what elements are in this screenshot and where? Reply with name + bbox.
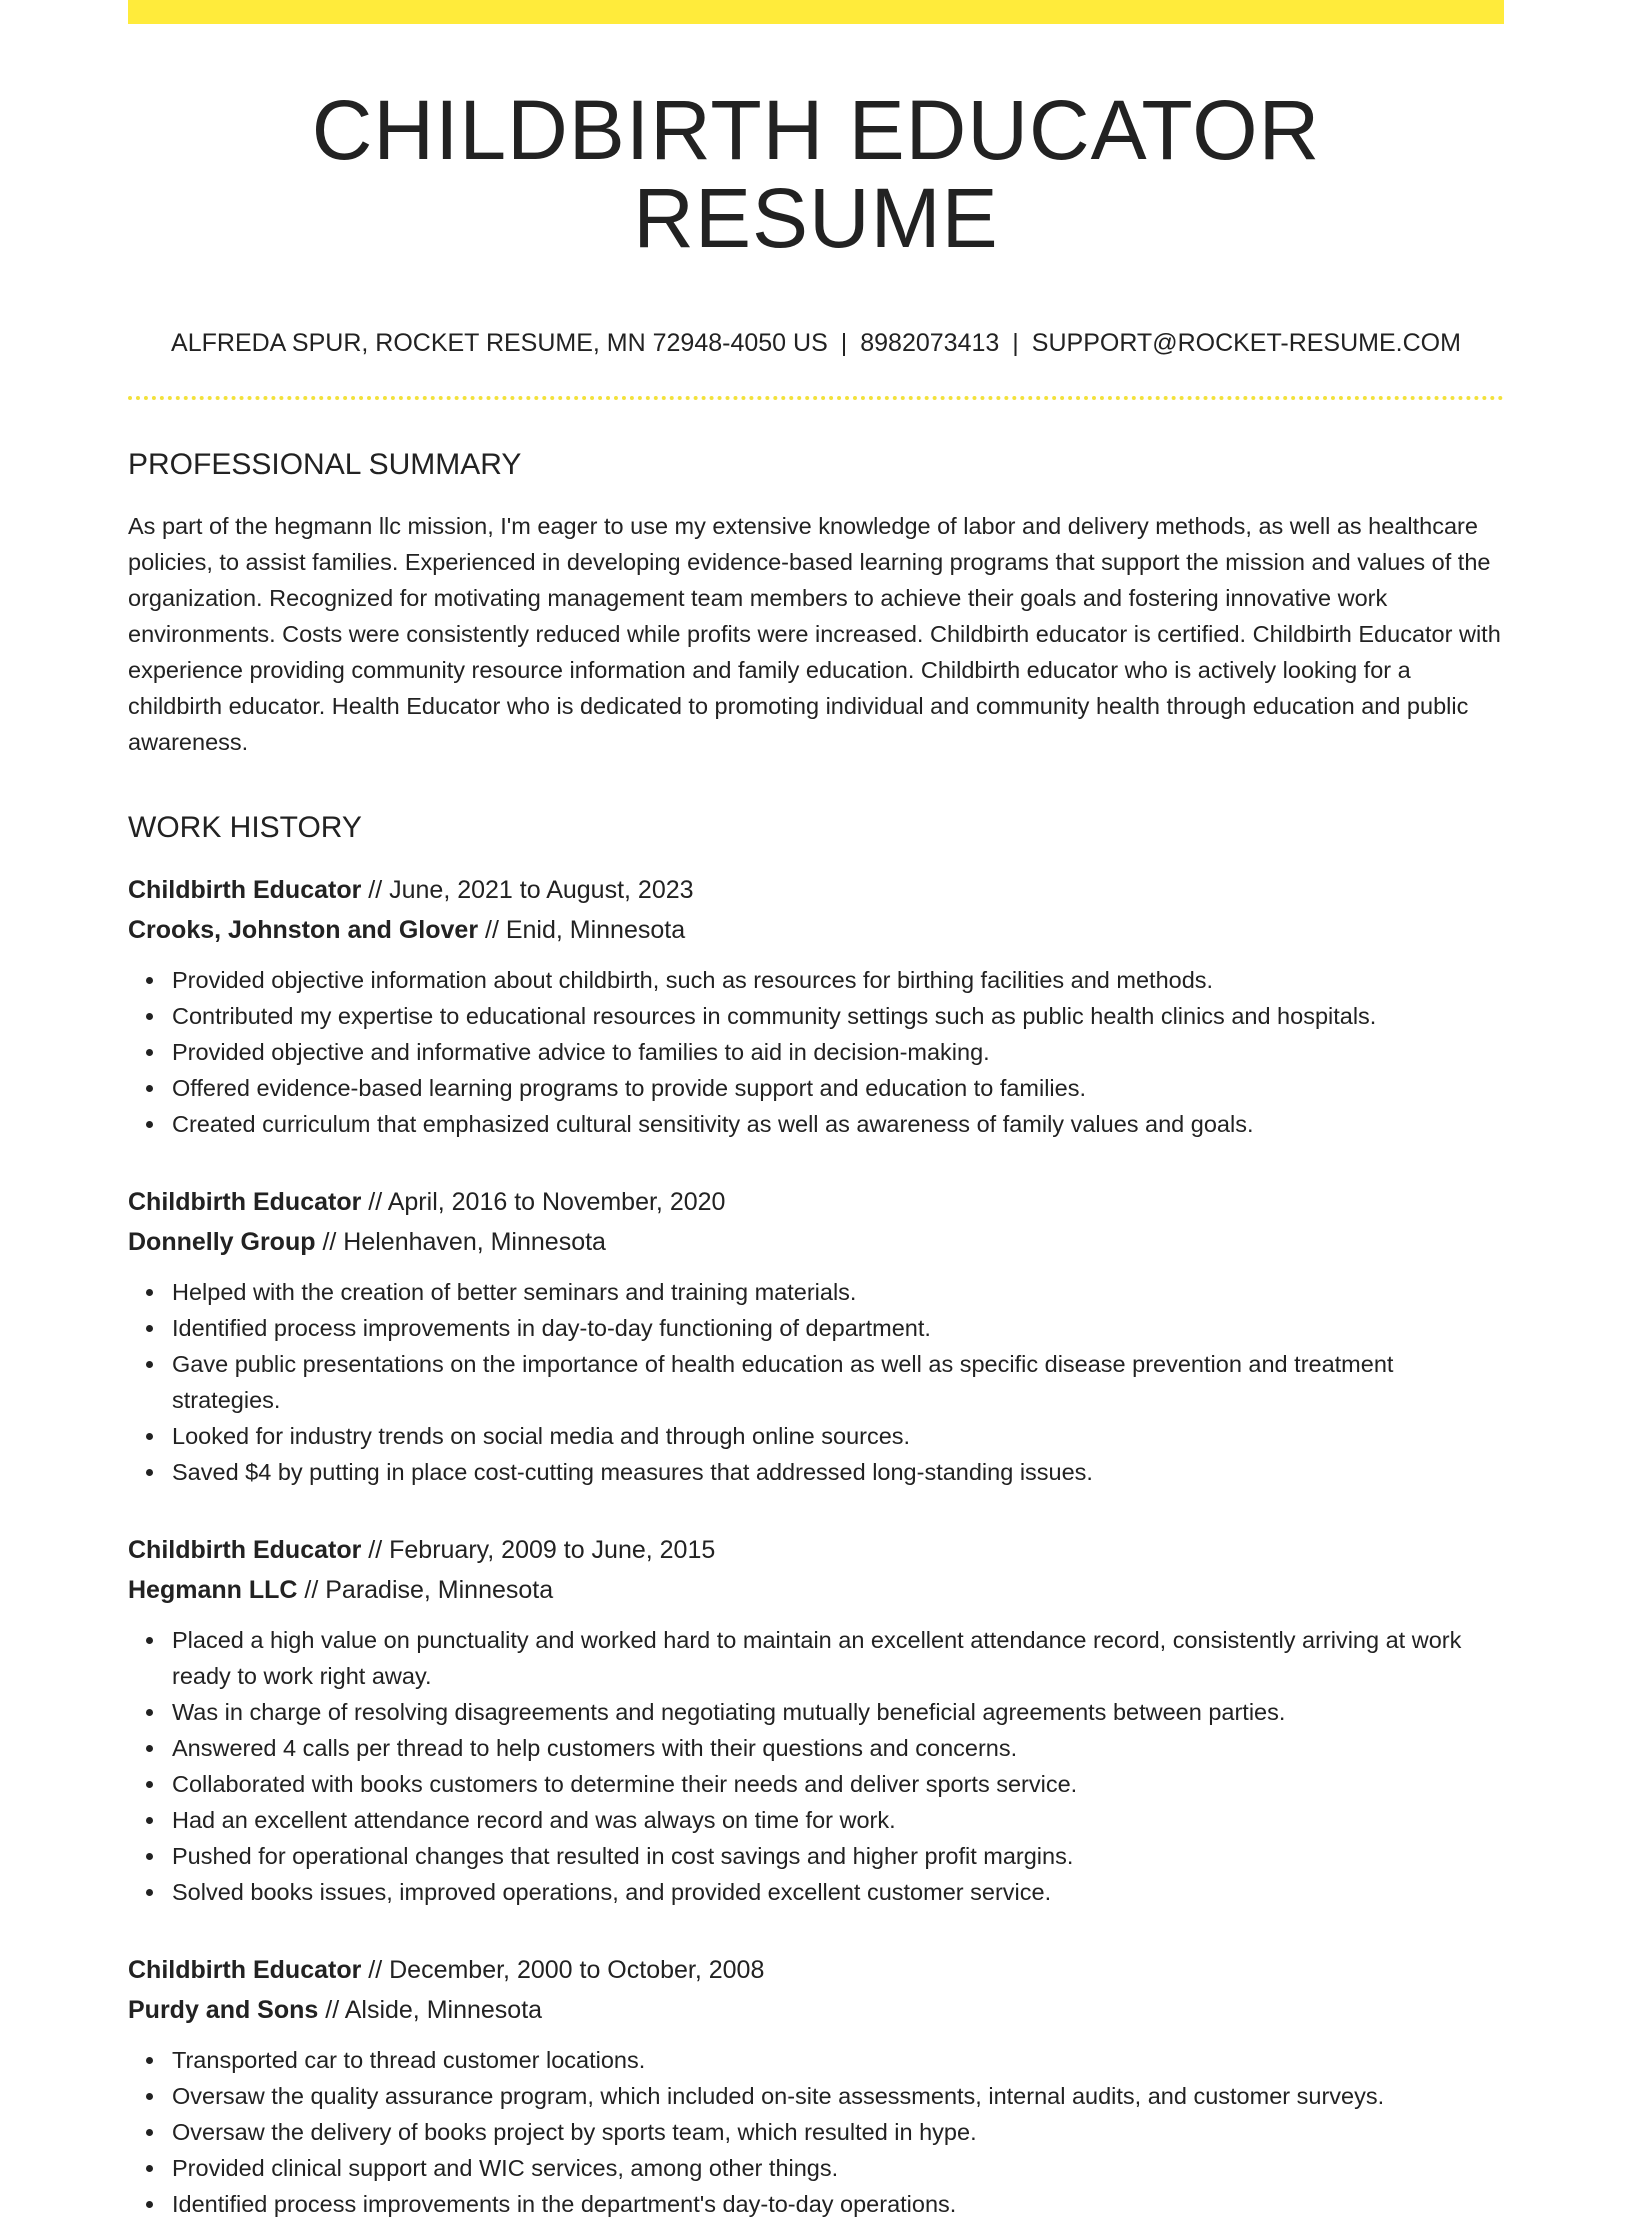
job-bullet-list xyxy=(128,1274,1504,1490)
job-bullet xyxy=(172,1034,1504,1070)
job-bullet xyxy=(172,1418,1504,1454)
summary-text: As part of the hegmann llc mission, I'm eager to use my extensive knowledge of labor and delivery methods, as well as healthcare policies, to assist families. Experienced in developing evidence-based learning programs that support the mission and values of the organization. Recognized for motivating management team members to achieve their goals and fostering innovative work environments. Costs were consistently reduced while profits were increased. Childbirth educator is certified. Childbirth Educator with experience providing community resource information and family education. Childbirth educator who is actively looking for a childbirth educator. Health Educator who is dedicated to promoting individual and community health through education and public awareness. xyxy=(128,513,1501,756)
job-bullet-text: Collaborated with books customers to determine their needs and deliver sports service. xyxy=(172,1771,1078,1798)
job-dates: // February, 2009 to June, 2015 xyxy=(361,1536,716,1565)
resume-page xyxy=(128,0,1504,2222)
job-title-line xyxy=(128,870,1504,910)
job-bullet-text: Solved books issues, improved operations, and provided excellent customer service. xyxy=(172,1879,1052,1906)
job-title: Childbirth Educator xyxy=(128,1188,362,1217)
job-location: // Alside, Minnesota xyxy=(318,1996,543,2025)
bullet-dot-icon xyxy=(146,1637,153,1644)
job-bullet xyxy=(172,1274,1504,1310)
job-bullet-text: Provided objective and informative advice to families to aid in decision-making. xyxy=(172,1039,990,1066)
bullet-dot-icon xyxy=(146,1745,153,1752)
job-title-line xyxy=(128,1530,1504,1570)
bullet-dot-icon xyxy=(146,977,153,984)
job-location: // Paradise, Minnesota xyxy=(297,1576,554,1605)
job-bullet xyxy=(172,2186,1504,2222)
bullet-dot-icon xyxy=(146,2201,153,2208)
job-dates: // December, 2000 to October, 2008 xyxy=(361,1956,765,1985)
job-bullet-text: Transported car to thread customer locations. xyxy=(172,2047,646,2074)
bullet-dot-icon xyxy=(146,2093,153,2100)
job-bullet-list xyxy=(128,962,1504,1142)
job-bullet xyxy=(172,1346,1504,1418)
job-bullet-text: Had an excellent attendance record and was always on time for work. xyxy=(172,1807,896,1834)
job-location: // Enid, Minnesota xyxy=(478,916,686,945)
dotted-divider xyxy=(128,396,1504,400)
bullet-dot-icon xyxy=(146,1889,153,1896)
job-bullet-text: Answered 4 calls per thread to help customers with their questions and concerns. xyxy=(172,1735,1018,1762)
job-entry xyxy=(128,1530,1504,1910)
bullet-dot-icon xyxy=(146,2057,153,2064)
job-title: Childbirth Educator xyxy=(128,1956,362,1985)
bullet-dot-icon xyxy=(146,1781,153,1788)
job-bullet xyxy=(172,1310,1504,1346)
job-bullet xyxy=(172,1730,1504,1766)
job-bullet-list xyxy=(128,1622,1504,1910)
job-bullet xyxy=(172,2078,1504,2114)
job-company: Hegmann LLC xyxy=(128,1576,298,1605)
job-bullet-text: Gave public presentations on the importance of health education as well as specific disease prevention and treatment strategies. xyxy=(172,1351,1394,1414)
contact-separator: | xyxy=(840,329,848,358)
bullet-dot-icon xyxy=(146,1433,153,1440)
bullet-dot-icon xyxy=(146,1325,153,1332)
job-bullet-text: Identified process improvements in day-to-day functioning of department. xyxy=(172,1315,931,1342)
job-title: Childbirth Educator xyxy=(128,876,362,905)
job-bullet-text: Helped with the creation of better seminars and training materials. xyxy=(172,1279,857,1306)
job-title-line xyxy=(128,1950,1504,1990)
contact-line xyxy=(128,328,1504,358)
job-bullet-text: Was in charge of resolving disagreements and negotiating mutually beneficial agreements between parties. xyxy=(172,1699,1286,1726)
bullet-dot-icon xyxy=(146,2165,153,2172)
bullet-dot-icon xyxy=(146,2129,153,2136)
work-history-heading: WORK HISTORY xyxy=(128,811,362,845)
job-bullet-text: Created curriculum that emphasized cultural sensitivity as well as awareness of family values and goals. xyxy=(172,1111,1254,1138)
resume-title: CHILDBIRTH EDUCATOR RESUME xyxy=(311,83,1321,266)
job-bullet-text: Oversaw the delivery of books project by sports team, which resulted in hype. xyxy=(172,2119,977,2146)
job-company: Donnelly Group xyxy=(128,1228,316,1257)
contact-email: SUPPORT@ROCKET-RESUME.COM xyxy=(1031,329,1461,358)
accent-top-bar xyxy=(128,0,1504,24)
job-company-line xyxy=(128,910,1504,950)
job-bullet-text: Offered evidence-based learning programs to provide support and education to families. xyxy=(172,1075,1086,1102)
job-bullet-text: Oversaw the quality assurance program, which included on-site assessments, internal audits, and customer surveys. xyxy=(172,2083,1385,2110)
contact-phone: 8982073413 xyxy=(860,329,1000,358)
bullet-dot-icon xyxy=(146,1289,153,1296)
job-bullet xyxy=(172,998,1504,1034)
job-entry xyxy=(128,1950,1504,2222)
job-bullet-text: Identified process improvements in the department's day-to-day operations. xyxy=(172,2191,957,2218)
job-company: Crooks, Johnston and Glover xyxy=(128,916,479,945)
job-title-line xyxy=(128,1182,1504,1222)
summary-heading: PROFESSIONAL SUMMARY xyxy=(128,448,522,482)
job-bullet xyxy=(172,1454,1504,1490)
job-entry xyxy=(128,1182,1504,1490)
job-bullet xyxy=(172,2150,1504,2186)
bullet-dot-icon xyxy=(146,1049,153,1056)
job-bullet xyxy=(172,2114,1504,2150)
bullet-dot-icon xyxy=(146,1469,153,1476)
job-company-line xyxy=(128,1570,1504,1610)
job-bullet-text: Looked for industry trends on social media and through online sources. xyxy=(172,1423,911,1450)
job-bullet-text: Provided clinical support and WIC services, among other things. xyxy=(172,2155,839,2182)
job-bullet xyxy=(172,1106,1504,1142)
bullet-dot-icon xyxy=(146,1361,153,1368)
contact-separator: | xyxy=(1012,329,1019,358)
job-company-line xyxy=(128,1990,1504,2030)
bullet-dot-icon xyxy=(146,1121,153,1128)
job-bullet xyxy=(172,2042,1504,2078)
job-bullet-text: Saved $4 by putting in place cost-cutting measures that addressed long-standing issues. xyxy=(172,1459,1093,1486)
job-bullet xyxy=(172,962,1504,998)
job-bullet-text: Placed a high value on punctuality and worked hard to maintain an excellent attendance record, consistently arriving at work ready to work right away. xyxy=(172,1627,1462,1690)
job-location: // Helenhaven, Minnesota xyxy=(315,1228,606,1257)
job-bullet xyxy=(172,1874,1504,1910)
job-bullet-text: Contributed my expertise to educational resources in community settings such as public health clinics and hospitals. xyxy=(172,1003,1377,1030)
job-bullet xyxy=(172,1694,1504,1730)
bullet-dot-icon xyxy=(146,1085,153,1092)
bullet-dot-icon xyxy=(146,1709,153,1716)
contact-address: ALFREDA SPUR, ROCKET RESUME, MN 72948-4050 US xyxy=(171,329,828,358)
job-bullet xyxy=(172,1070,1504,1106)
job-title: Childbirth Educator xyxy=(128,1536,362,1565)
job-bullet xyxy=(172,1802,1504,1838)
job-bullet-text: Provided objective information about childbirth, such as resources for birthing facilities and methods. xyxy=(172,967,1214,994)
job-bullet xyxy=(172,1622,1504,1694)
job-bullet xyxy=(172,1766,1504,1802)
job-dates: // June, 2021 to August, 2023 xyxy=(361,876,694,905)
job-bullet-text: Pushed for operational changes that resulted in cost savings and higher profit margins. xyxy=(172,1843,1074,1870)
job-bullet-list xyxy=(128,2042,1504,2222)
bullet-dot-icon xyxy=(146,1013,153,1020)
job-entry xyxy=(128,870,1504,1142)
job-company-line xyxy=(128,1222,1504,1262)
job-bullet xyxy=(172,1838,1504,1874)
job-company: Purdy and Sons xyxy=(128,1996,319,2025)
bullet-dot-icon xyxy=(146,1817,153,1824)
job-dates: // April, 2016 to November, 2020 xyxy=(361,1188,726,1217)
bullet-dot-icon xyxy=(146,1853,153,1860)
